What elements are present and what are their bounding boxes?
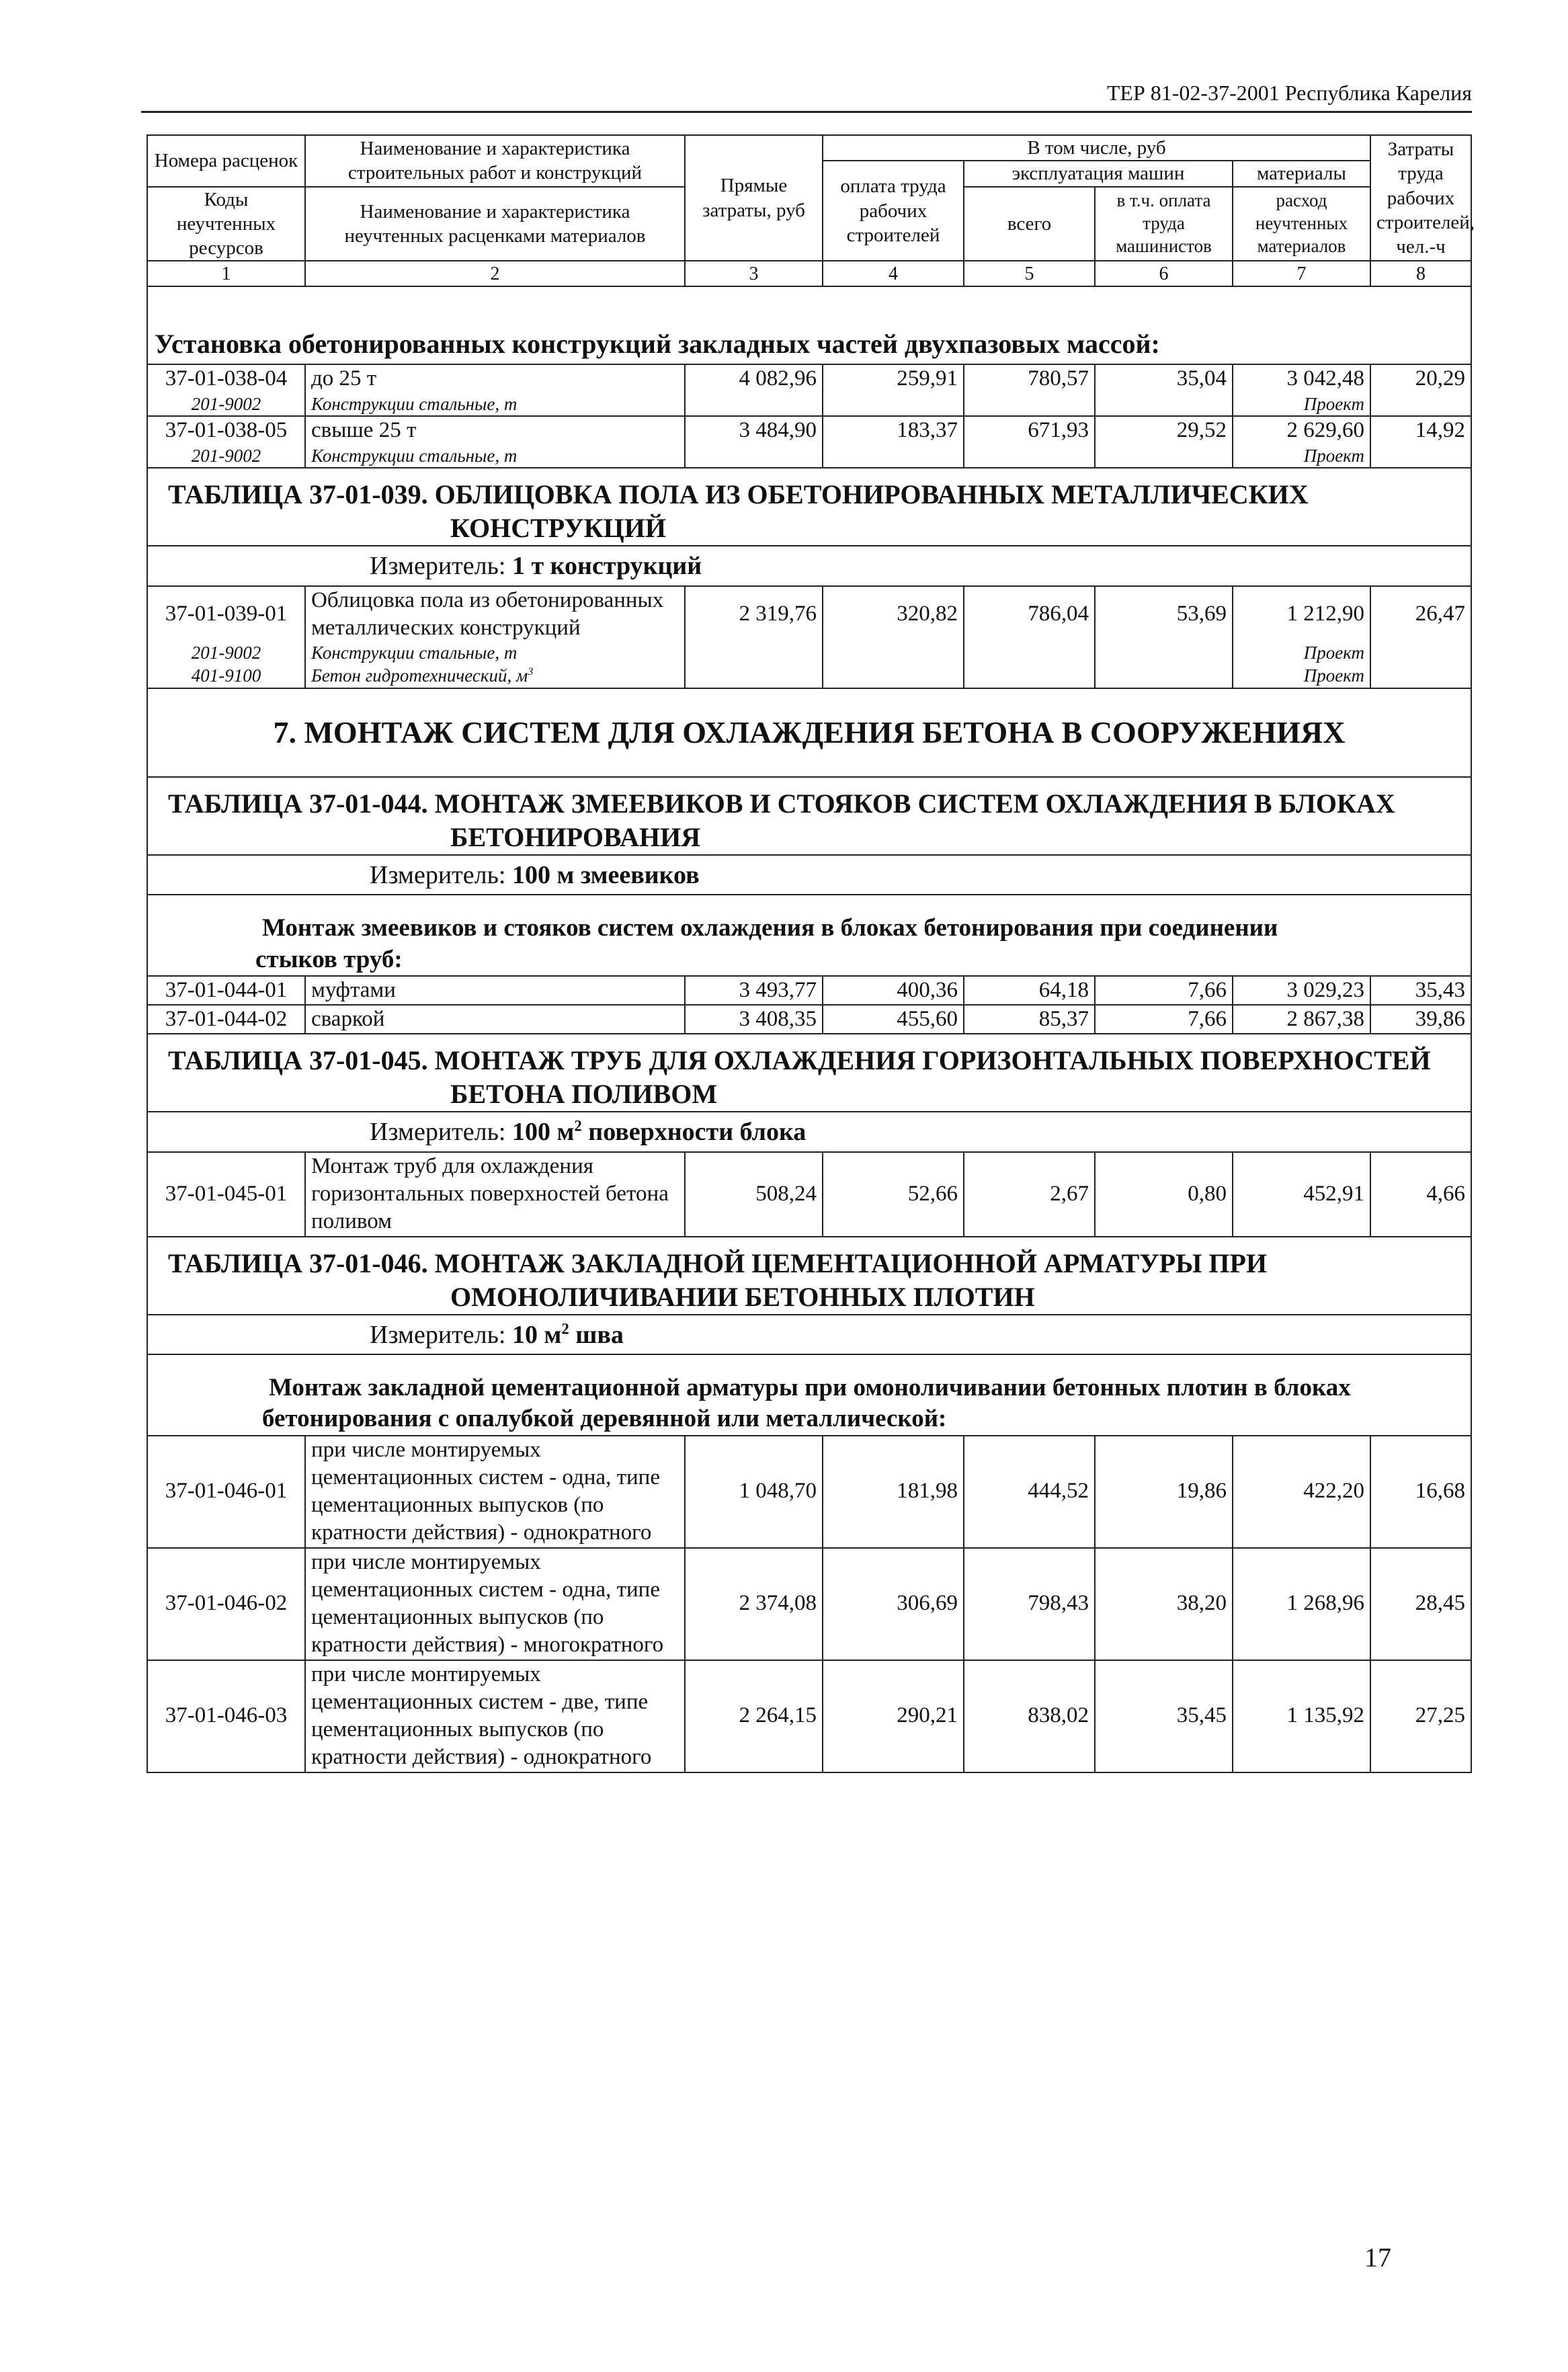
col-labor-hours: Затраты труда рабочих строителей, чел.-ч [1370,135,1471,261]
col-rate-numbers: Номера расценок [147,135,305,187]
subheading-text: Монтаж закладной цементационной арматуры при омоноличивании бетонных плотин в блоках [269,1374,1351,1401]
materials: 1 135,92 [1233,1660,1370,1772]
labor-pay: 183,37 [823,416,964,444]
rate-name: муфтами [305,976,685,1005]
direct-cost: 2 264,15 [685,1660,823,1772]
table-title [147,1034,1471,1112]
labor-pay: 306,69 [823,1548,964,1660]
resource-row [147,665,1471,688]
col-num: 5 [964,261,1095,286]
col-machine-labor: в т.ч. оплата труда машинистов [1095,187,1233,261]
resource-row [147,393,1471,417]
labor-hours: 39,86 [1370,1005,1471,1034]
rate-code: 37-01-045-01 [147,1152,305,1237]
direct-cost: 4 082,96 [685,364,823,393]
resource-amount: Проект [1233,393,1370,417]
table-row [147,1152,1471,1237]
direct-cost: 3 484,90 [685,416,823,444]
table-title [147,468,1471,546]
document-code: ТЕР 81-02-37-2001 Республика Карелия [1106,81,1472,105]
table-title [147,1237,1471,1315]
table-row [147,1548,1471,1660]
subheading-text: Монтаж змеевиков и стояков систем охлаждения в блоках бетонирования при соединении [262,914,1278,942]
rate-name: Облицовка пола из обетонированных металлических конструкций [305,586,685,643]
table-number: ТАБЛИЦА 37-01-046. [168,1248,428,1278]
direct-cost: 1 048,70 [685,1436,823,1548]
table-number: ТАБЛИЦА 37-01-044. [168,788,428,819]
materials: 422,20 [1233,1436,1370,1548]
table-row [147,416,1471,444]
resource-name: Конструкции стальные, т [305,393,685,417]
labor-hours: 14,92 [1370,416,1471,444]
resource-code: 401-9100 [147,665,305,688]
machine-total: 444,52 [964,1436,1095,1548]
meter-row [147,855,1471,895]
rate-name: Монтаж труб для охлаждения горизонтальных поверхностей бетона поливом [305,1152,685,1237]
labor-hours: 35,43 [1370,976,1471,1005]
machine-total: 64,18 [964,976,1095,1005]
col-material-name: Наименование и характеристика неучтенных расценками материалов [305,187,685,261]
materials: 3 042,48 [1233,364,1370,393]
subheading-text-cont: стыков труб: [255,945,403,973]
resource-name: Бетон гидротехнический, м [311,665,528,686]
meter-row [147,546,1471,586]
table-row [147,1436,1471,1548]
table-title [147,777,1471,855]
resource-amount: Проект [1233,445,1370,468]
machine-labor: 0,80 [1095,1152,1233,1237]
machine-total: 2,67 [964,1152,1095,1237]
materials: 1 268,96 [1233,1548,1370,1660]
chapter-heading-row [147,688,1471,777]
labor-hours: 26,47 [1370,586,1471,643]
resource-code: 201-9002 [147,445,305,468]
direct-cost: 2 319,76 [685,586,823,643]
labor-pay: 181,98 [823,1436,964,1548]
table-title-text: МОНТАЖ ЗАКЛАДНОЙ ЦЕМЕНТАЦИОННОЙ АРМАТУРЫ ПРИ [434,1248,1268,1278]
meter-label: Измеритель: [370,1320,506,1349]
labor-pay: 320,82 [823,586,964,643]
rates-table [147,134,1475,1773]
table-row [147,976,1471,1005]
unit-superscript: 2 [561,1319,569,1337]
col-num: 4 [823,261,964,286]
col-machine-ops: эксплуатация машин [964,161,1233,186]
materials: 452,91 [1233,1152,1370,1237]
machine-labor: 29,52 [1095,416,1233,444]
unit-superscript: 3 [528,665,534,678]
rate-name: сваркой [305,1005,685,1034]
column-numbers [147,261,1471,286]
col-num: 2 [305,261,685,286]
subheading-row [147,1354,1471,1436]
table-number: ТАБЛИЦА 37-01-039. [168,479,428,510]
labor-pay: 400,36 [823,976,964,1005]
rate-code: 37-01-044-02 [147,1005,305,1034]
meter-label: Измеритель: [370,552,506,581]
rate-code: 37-01-046-01 [147,1436,305,1548]
col-materials: материалы [1233,161,1370,186]
machine-total: 798,43 [964,1548,1095,1660]
machine-total: 780,57 [964,364,1095,393]
machine-labor: 38,20 [1095,1548,1233,1660]
col-direct-costs: Прямые затраты, руб [685,135,823,261]
resource-name: Конструкции стальные, т [305,642,685,665]
col-num: 3 [685,261,823,286]
unit-superscript: 2 [574,1117,582,1135]
col-num: 8 [1370,261,1471,286]
rate-name: при числе монтируемых цементационных систем - одна, типе цементационных выпусков (по кратности действия) - многократного [305,1548,685,1660]
rate-code: 37-01-046-03 [147,1660,305,1772]
table-title-text-cont: ОМОНОЛИЧИВАНИИ БЕТОННЫХ ПЛОТИН [450,1281,1035,1312]
table-title-text-cont: БЕТОНА ПОЛИВОМ [450,1079,718,1110]
subheading-text-cont: бетонирования с опалубкой деревянной или металлической: [262,1405,947,1433]
meter-row [147,1112,1471,1152]
resource-amount: Проект [1233,665,1370,688]
materials: 2 867,38 [1233,1005,1370,1034]
col-materials-unaccounted: расход неучтенных материалов [1233,187,1370,261]
labor-hours: 28,45 [1370,1548,1471,1660]
direct-cost: 3 408,35 [685,1005,823,1034]
chapter-title: 7. МОНТАЖ СИСТЕМ ДЛЯ ОХЛАЖДЕНИЯ БЕТОНА В СООРУЖЕНИЯХ [147,688,1471,777]
materials: 2 629,60 [1233,416,1370,444]
resource-code: 201-9002 [147,393,305,417]
machine-total: 85,37 [964,1005,1095,1034]
rate-code: 37-01-038-04 [147,364,305,393]
page-header [141,71,1472,113]
table-row [147,1005,1471,1034]
col-num: 7 [1233,261,1370,286]
rate-code: 37-01-046-02 [147,1548,305,1660]
machine-total: 786,04 [964,586,1095,643]
materials: 1 212,90 [1233,586,1370,643]
table-title-text-cont: КОНСТРУКЦИЙ [450,513,666,544]
materials: 3 029,23 [1233,976,1370,1005]
machine-labor: 7,66 [1095,976,1233,1005]
col-num: 6 [1095,261,1233,286]
machine-total: 671,93 [964,416,1095,444]
meter-row [147,1315,1471,1355]
meter-value-tail: поверхности блока [588,1118,807,1147]
machine-labor: 35,45 [1095,1660,1233,1772]
labor-pay: 290,21 [823,1660,964,1772]
direct-cost: 508,24 [685,1152,823,1237]
direct-cost: 3 493,77 [685,976,823,1005]
section-heading: Установка обетонированных конструкций закладных частей двухпазовых массой: [147,286,1471,364]
resource-code: 201-9002 [147,642,305,665]
table-title-text: МОНТАЖ ЗМЕЕВИКОВ И СТОЯКОВ СИСТЕМ ОХЛАЖДЕНИЯ В БЛОКАХ [434,788,1395,819]
meter-value: 1 т конструкций [512,552,702,581]
labor-pay: 52,66 [823,1152,964,1237]
table-title-text: МОНТАЖ ТРУБ ДЛЯ ОХЛАЖДЕНИЯ ГОРИЗОНТАЛЬНЫХ ПОВЕРХНОСТЕЙ [434,1045,1431,1076]
resource-row [147,642,1471,665]
meter-value: 10 м [512,1320,562,1349]
rate-name: при числе монтируемых цементационных систем - две, типе цементационных выпусков (по кратности действия) - однократного [305,1660,685,1772]
meter-value: 100 м [512,1118,575,1147]
labor-hours: 20,29 [1370,364,1471,393]
meter-label: Измеритель: [370,860,506,889]
rate-code: 37-01-038-05 [147,416,305,444]
subheading-row [147,895,1471,976]
header-row-1 [147,135,1471,161]
table-number: ТАБЛИЦА 37-01-045. [168,1045,428,1076]
labor-pay: 455,60 [823,1005,964,1034]
col-resource-codes: Коды неучтенных ресурсов [147,187,305,261]
labor-hours: 16,68 [1370,1436,1471,1548]
table-row [147,586,1471,643]
machine-labor: 35,04 [1095,364,1233,393]
table-title-text: ОБЛИЦОВКА ПОЛА ИЗ ОБЕТОНИРОВАННЫХ МЕТАЛЛИЧЕСКИХ [434,479,1309,510]
table-title-text-cont: БЕТОНИРОВАНИЯ [450,821,701,852]
direct-cost: 2 374,08 [685,1548,823,1660]
labor-hours: 4,66 [1370,1152,1471,1237]
table-row [147,364,1471,393]
rate-name: свыше 25 т [305,416,685,444]
rate-code: 37-01-044-01 [147,976,305,1005]
page-number: 17 [1364,2242,1391,2273]
machine-total: 838,02 [964,1660,1095,1772]
col-labor-pay: оплата труда рабочих строителей [823,161,964,261]
machine-labor: 7,66 [1095,1005,1233,1034]
labor-pay: 259,91 [823,364,964,393]
resource-amount: Проект [1233,642,1370,665]
col-including: В том числе, руб [823,135,1370,161]
rate-name: до 25 т [305,364,685,393]
resource-row [147,445,1471,468]
rate-code: 37-01-039-01 [147,586,305,643]
machine-labor: 19,86 [1095,1436,1233,1548]
resource-name: Конструкции стальные, т [305,445,685,468]
table-row [147,1660,1471,1772]
col-machine-total: всего [964,187,1095,261]
col-work-name: Наименование и характеристика строительных работ и конструкций [305,135,685,187]
meter-label: Измеритель: [370,1118,506,1147]
meter-value-tail: шва [575,1320,624,1349]
meter-value: 100 м змеевиков [512,860,700,889]
labor-hours: 27,25 [1370,1660,1471,1772]
machine-labor: 53,69 [1095,586,1233,643]
rate-name: при числе монтируемых цементационных систем - одна, типе цементационных выпусков (по кратности действия) - однократного [305,1436,685,1548]
col-num: 1 [147,261,305,286]
